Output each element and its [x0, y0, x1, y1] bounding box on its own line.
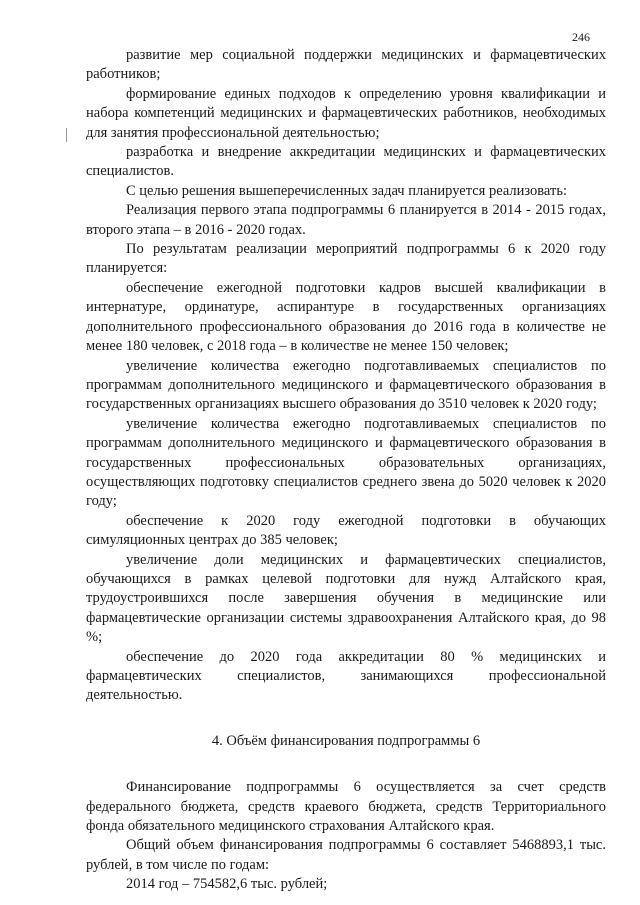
paragraph: развитие мер социальной поддержки медицинских и фармацевтических работников; [86, 47, 606, 83]
paragraph: формирование единых подходов к определению уровня квалификации и набора компетенций медицинских и фармацевтических работников, необходимых для занятия профессиональной деятельностью; [86, 85, 606, 141]
paragraph: обеспечение ежегодной подготовки кадров высшей квалификации в интернатуре, ординатуре, аспирантуре в государственных организациях дополнительного профессионального образования до 2016 года в количестве не менее 180 человек, с 2018 года – в количестве не менее 150 человек; [86, 279, 606, 355]
page-number: 246 [572, 30, 590, 44]
paragraph: Финансирование подпрограммы 6 осуществляется за счет средств федерального бюджета, средств краевого бюджета, средств Территориального фонда обязательного медицинского страхования Алтайского края. [86, 779, 606, 835]
paragraph: увеличение доли медицинских и фармацевтических специалистов, обучающихся в рамках целевой подготовки для нужд Алтайского края, трудоустроившихся после завершения обучения в медицинские или фармацевтические организации системы здравоохранения Алтайского края, до 98 %; [86, 551, 606, 646]
paragraph: разработка и внедрение аккредитации медицинских и фармацевтических специалистов. [86, 144, 606, 180]
paragraph: обеспечение к 2020 году ежегодной подготовки в обучающих симуляционных центрах до 385 человек; [86, 512, 606, 549]
paragraph: 2014 год – 754582,6 тыс. рублей; [126, 876, 328, 893]
paragraph: обеспечение до 2020 года аккредитации 80 % медицинских и фармацевтических специалистов, занимающихся профессиональной деятельностью. [86, 648, 606, 704]
paragraph: увеличение количества ежегодно подготавливаемых специалистов по программам дополнительного медицинского и фармацевтического образования в государственных профессиональных образовательных организациях, осуществляющих подготовку специалистов среднего звена до 5020 человек к 2020 году; [86, 415, 606, 510]
paragraph: увеличение количества ежегодно подготавливаемых специалистов по программам дополнительного медицинского и фармацевтического образования в государственных организациях высшего образования до 3510 человек к 2020 году; [86, 357, 606, 413]
paragraph: Общий объем финансирования подпрограммы 6 составляет 5468893,1 тыс. рублей, в том числе по годам: [86, 837, 606, 873]
document-body [86, 46, 606, 895]
paragraph: Реализация первого этапа подпрограммы 6 планируется в 2014 - 2015 годах, второго этапа – в 2016 - 2020 годах. [86, 202, 606, 238]
margin-mark [66, 128, 67, 142]
paragraph: С целью решения вышеперечисленных задач планируется реализовать: [126, 182, 567, 199]
paragraph: По результатам реализации мероприятий подпрограммы 6 к 2020 году планируется: [86, 241, 606, 277]
section-heading: 4. Объём финансирования подпрограммы 6 [211, 732, 481, 749]
